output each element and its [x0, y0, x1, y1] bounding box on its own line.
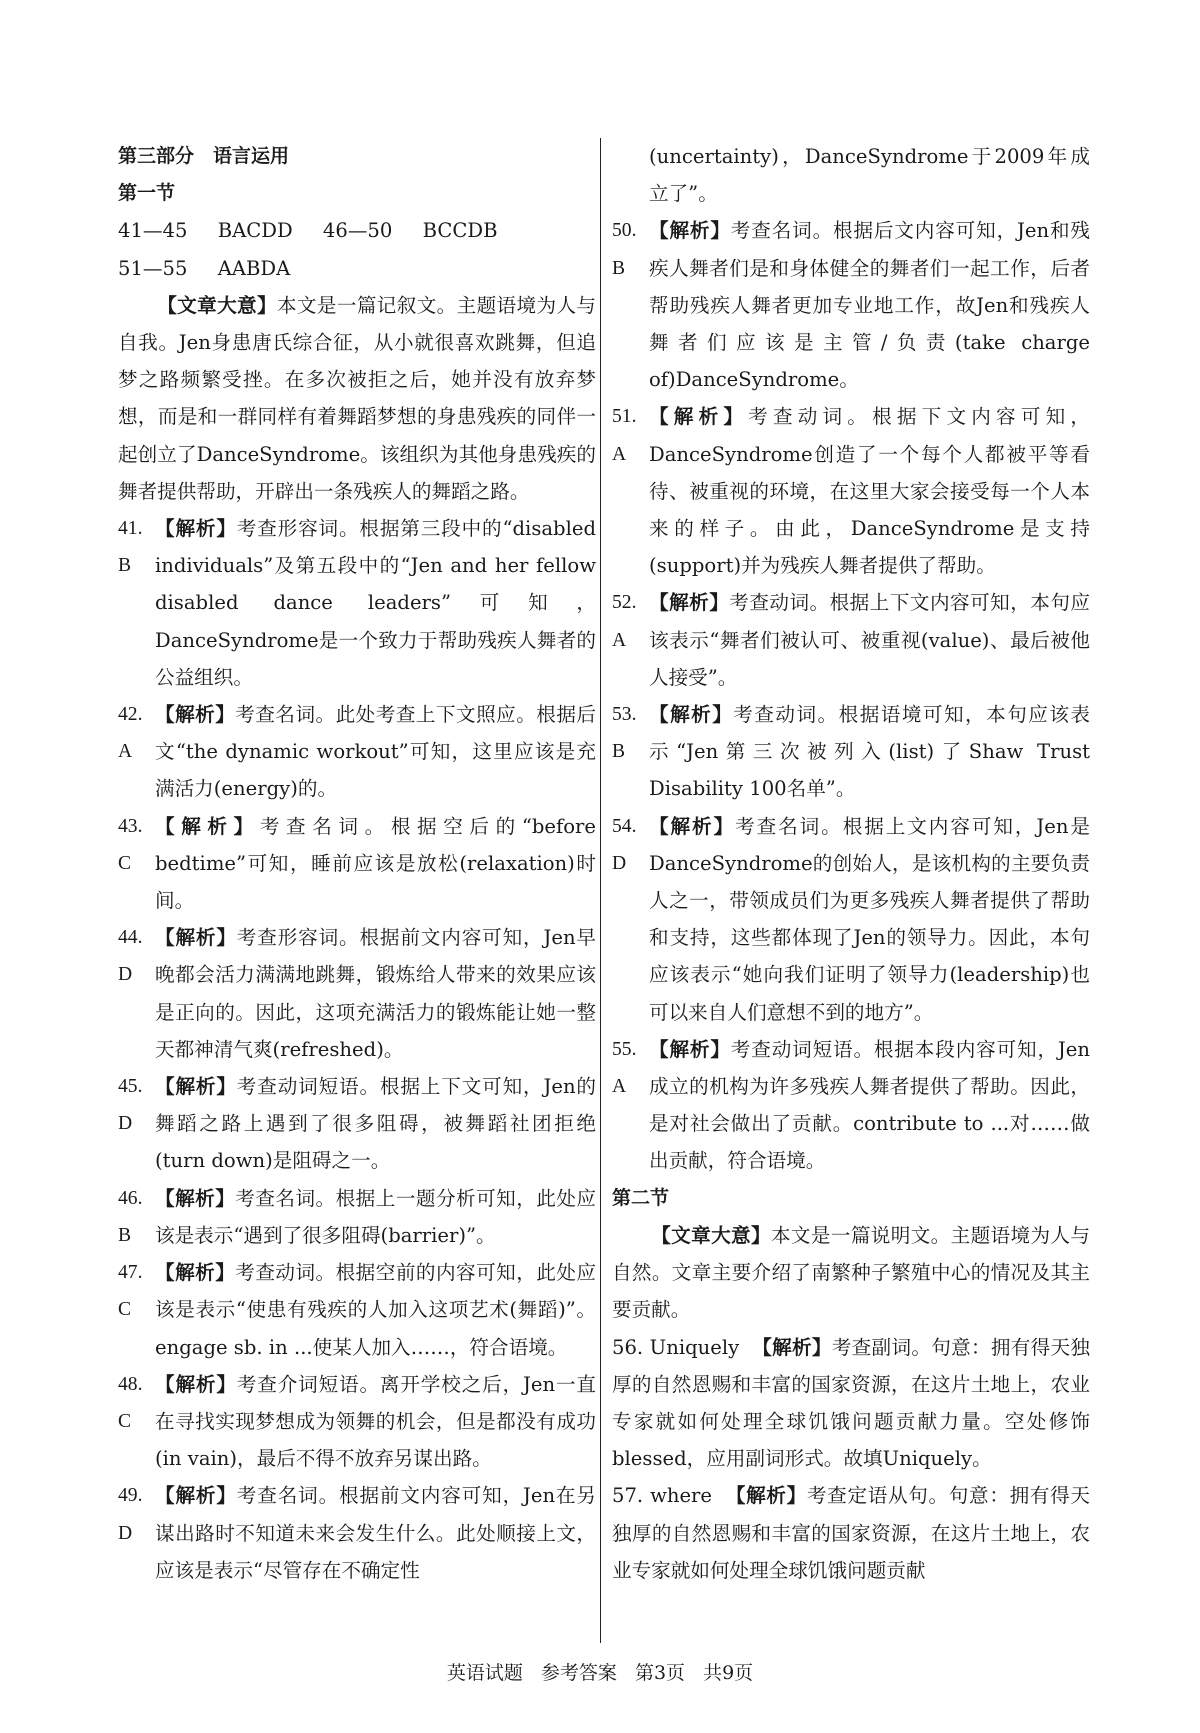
- item-text: 考查名词。根据前文内容可知，Jen在另谋出路时不知道未来会发生什么。此处顺接上文，应该是表示“尽管存在不确定性: [155, 1484, 597, 1582]
- item-text: 考查动词短语。根据本段内容可知，Jen成立的机构为许多残疾人舞者提供了帮助。因此，是对社会做出了贡献。contribute to ...对……做出贡献，符合语境。: [649, 1037, 1091, 1173]
- item-text: 考查副词。句意：拥有得天独厚的自然恩赐和丰富的国家资源，在这片土地上，农业专家就如何处理全球饥饿问题贡献力量。空处修饰blessed，应用副词形式。故填Uniquely。: [612, 1335, 1091, 1471]
- section-title: 第三部分 语言运用: [118, 145, 290, 167]
- answer-item-42: [118, 696, 596, 808]
- answer-item-41: [118, 510, 596, 696]
- item-number: 51. A: [612, 406, 637, 465]
- item-number: 55. A: [612, 1038, 637, 1098]
- item-number: 57. where: [612, 1484, 713, 1508]
- answer-item-43: [118, 808, 596, 920]
- analysis-tag: 【解析】: [155, 703, 236, 727]
- answer-item-54: [612, 808, 1090, 1031]
- answer-key: BACDD: [217, 219, 293, 243]
- answer-key: BCCDB: [422, 219, 498, 243]
- item-number: 43. C: [118, 815, 143, 874]
- analysis-tag: 【解析】: [155, 814, 260, 838]
- answer-item-44: [118, 919, 596, 1068]
- item-text: 考查形容词。根据前文内容可知，Jen早晚都会活力满满地跳舞，锻炼给人带来的效果应该是正向的。因此，这项充满活力的锻炼能让她一整天都神清气爽(refreshed)。: [155, 926, 597, 1061]
- footer-page-total: 共9页: [703, 1662, 754, 1684]
- item-number: 46. B: [118, 1187, 143, 1246]
- item-text: 考查动词。根据下文内容可知，DanceSyndrome创造了一个每个人都被平等看待、被重视的环境，在这里大家会接受每一个人本来的样子。由此，DanceSyndrome是支持(support)并为残疾人舞者提供了帮助。: [649, 405, 1091, 578]
- footer-page-number: 第3页: [634, 1662, 686, 1684]
- summary-text: 本文是一篇说明文。主题语境为人与自然。文章主要介绍了南繁种子繁殖中心的情况及其主要贡献。: [612, 1223, 1091, 1322]
- section2-title: 第二节: [612, 1186, 670, 1209]
- answer-range: 41—45: [118, 219, 188, 243]
- item-text: 考查名词。此处考查上下文照应。根据后文“the dynamic workout”可知，这里应该是充满活力(energy)的。: [155, 703, 597, 801]
- item-number: 52. A: [612, 592, 637, 651]
- answer-range: 46—50: [322, 219, 393, 243]
- item-number: 47. C: [118, 1262, 143, 1321]
- item-number: 42. A: [118, 704, 143, 763]
- summary-tag: 【文章大意】: [157, 293, 277, 317]
- answer-item-49: [118, 1477, 596, 1589]
- item-text: 考查动词。根据语境可知，本句应该表示“Jen第三次被列入(list)了Shaw Trust Disability 100名单”。: [649, 703, 1090, 801]
- right-column: [612, 138, 1090, 1589]
- analysis-tag: 【解析】: [155, 1075, 237, 1099]
- item-text: 考查名词。根据上一题分析可知，此处应该是表示“遇到了很多阻碍(barrier)”。: [155, 1186, 597, 1247]
- summary-paragraph-1: [118, 287, 596, 510]
- item-number: 49. D: [118, 1485, 143, 1544]
- page-footer: [0, 1658, 1200, 1685]
- summary-text: 本文是一篇记叙文。主题语境为人与自我。Jen身患唐氏综合征，从小就很喜欢跳舞，但追梦之路频繁受挫。在多次被拒之后，她并没有放弃梦想，而是和一群同样有着舞蹈梦想的身患残疾的同伴一起创立了DanceSyndrome。该组织为其他身患残疾的舞者提供帮助，开辟出一条残疾人的舞蹈之路。: [118, 293, 597, 503]
- item-number: 41. B: [118, 518, 143, 577]
- item-text: 考查定语从句。句意：拥有得天独厚的自然恩赐和丰富的国家资源，在这片土地上，农业专家就如何处理全球饥饿问题贡献: [612, 1484, 1090, 1582]
- answer-item-55: [612, 1031, 1090, 1180]
- footer-doc-type: 参考答案: [540, 1662, 617, 1684]
- item-text: 考查动词。根据空前的内容可知，此处应该是表示“使患有残疾的人加入这项艺术(舞蹈)”。engage sb. in ...使某人加入……，符合语境。: [155, 1261, 597, 1359]
- section1-title: 第一节: [118, 182, 176, 205]
- answer-item-46: [118, 1180, 596, 1254]
- item-number: 53. B: [612, 704, 637, 763]
- answer-item-49-continued: [612, 138, 1090, 212]
- analysis-tag: 【解析】: [155, 517, 237, 541]
- analysis-tag: 【解析】: [155, 1372, 237, 1396]
- analysis-tag: 【解析】: [649, 591, 730, 615]
- item-text: 考查动词。根据上下文内容可知，本句应该表示“舞者们被认可、被重视(value)、最后被他人接受”。: [649, 591, 1091, 689]
- item-number: 50. B: [612, 220, 637, 279]
- item-text: 考查形容词。根据第三段中的“disabled individuals”及第五段中的“Jen and her fellow disabled dance leaders”可知，DanceSyndrome是一个致力于帮助残疾人舞者的公益组织。: [155, 517, 596, 689]
- analysis-tag: 【解析】: [155, 1261, 236, 1285]
- analysis-tag: 【解析】: [155, 926, 237, 950]
- answer-item-56: [612, 1329, 1090, 1478]
- answer-range: 51—55: [118, 256, 188, 280]
- continued-text: (uncertainty)，DanceSyndrome于2009年成立了”。: [649, 145, 1090, 206]
- answer-item-51: [612, 398, 1090, 584]
- item-number: 56. Uniquely: [612, 1335, 740, 1359]
- analysis-tag: 【解析】: [649, 219, 731, 243]
- answer-item-53: [612, 696, 1090, 808]
- answer-item-48: [118, 1366, 596, 1478]
- answer-item-52: [612, 584, 1090, 696]
- analysis-tag: 【解析】: [725, 1484, 807, 1508]
- left-column: [118, 138, 596, 1589]
- answer-item-47: [118, 1254, 596, 1366]
- item-text: 考查介词短语。离开学校之后，Jen一直在寻找实现梦想成为领舞的机会，但是都没有成功(in vain)，最后不得不放弃另谋出路。: [155, 1372, 597, 1471]
- analysis-tag: 【解析】: [649, 814, 736, 838]
- item-number: 45. D: [118, 1076, 143, 1135]
- item-text: 考查动词短语。根据上下文可知，Jen的舞蹈之路上遇到了很多阻碍，被舞蹈社团拒绝(turn down)是阻碍之一。: [155, 1075, 597, 1173]
- analysis-tag: 【解析】: [649, 1037, 731, 1061]
- column-divider: [600, 138, 601, 1643]
- summary-tag: 【文章大意】: [651, 1223, 771, 1247]
- analysis-tag: 【解析】: [155, 1186, 236, 1210]
- item-number: 54. D: [612, 815, 637, 874]
- analysis-tag: 【解析】: [752, 1335, 832, 1359]
- item-text: 考查名词。根据空后的“before bedtime”可知，睡前应该是放松(relaxation)时间。: [155, 814, 596, 913]
- summary-paragraph-2: [612, 1217, 1090, 1329]
- answer-item-57: [612, 1477, 1090, 1589]
- item-number: 48. C: [118, 1373, 143, 1432]
- item-text: 考查名词。根据后文内容可知，Jen和残疾人舞者们是和身体健全的舞者们一起工作，后者帮助残疾人舞者更加专业地工作，故Jen和残疾人舞者们应该是主管/负责(take charge of)DanceSyndrome。: [649, 219, 1091, 392]
- analysis-tag: 【解析】: [155, 1484, 237, 1508]
- item-number: 44. D: [118, 927, 143, 986]
- answer-item-45: [118, 1068, 596, 1180]
- analysis-tag: 【解析】: [649, 405, 749, 429]
- answer-row-1: [118, 212, 596, 249]
- analysis-tag: 【解析】: [649, 703, 734, 727]
- answer-item-50: [612, 212, 1090, 398]
- answer-row-2: [118, 250, 596, 287]
- answer-key: AABDA: [217, 256, 291, 280]
- footer-subject: 英语试题: [446, 1662, 523, 1684]
- item-text: 考查名词。根据上文内容可知，Jen是DanceSyndrome的创始人，是该机构的主要负责人之一，带领成员们为更多残疾人舞者提供了帮助和支持，这些都体现了Jen的领导力。因此，本句应该表示“她向我们证明了领导力(leadership)也可以来自人们意想不到的地方”。: [649, 814, 1090, 1024]
